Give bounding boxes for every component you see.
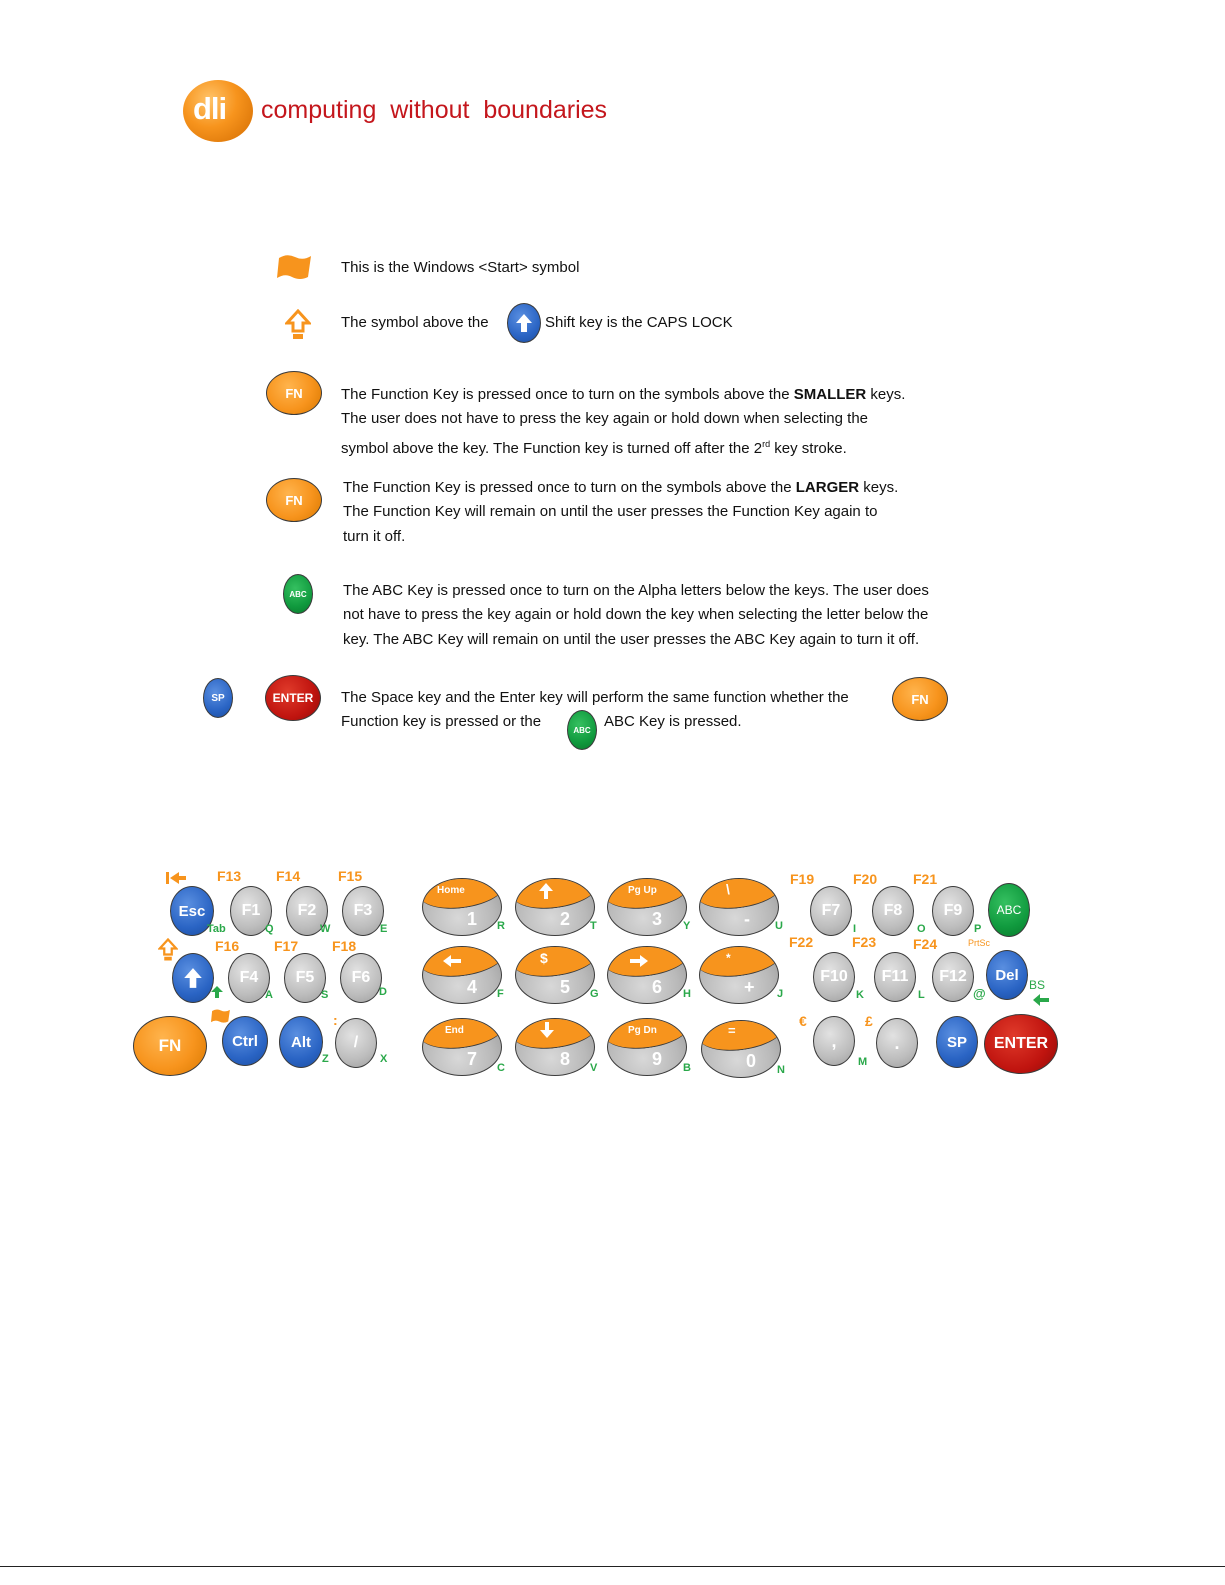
alpha-d: D bbox=[379, 986, 387, 998]
label-f16: F16 bbox=[215, 938, 240, 954]
shift-arrow-icon bbox=[183, 967, 203, 989]
key-2-up[interactable]: 2 bbox=[515, 878, 595, 936]
tagline: computing without boundaries bbox=[261, 96, 608, 124]
alpha-m: M bbox=[858, 1056, 868, 1068]
left-arrow-icon bbox=[443, 955, 461, 967]
abc-line-1: The ABC Key is pressed once to turn on the Alpha letters below the keys. The user does bbox=[343, 582, 929, 599]
windows-small-icon bbox=[211, 1008, 231, 1024]
ctrl-key[interactable]: Ctrl bbox=[222, 1016, 268, 1066]
alt-key[interactable]: Alt bbox=[279, 1016, 323, 1068]
f8-key[interactable]: F8 bbox=[872, 886, 914, 936]
label-f17: F17 bbox=[274, 938, 299, 954]
sp-line-2a: Function key is pressed or the bbox=[341, 713, 542, 730]
fn-larger-line-1: The Function Key is pressed once to turn on the symbols above the LARGER keys. bbox=[343, 479, 899, 496]
f3-key[interactable]: F3 bbox=[342, 886, 384, 936]
fn-key[interactable]: FN bbox=[133, 1016, 207, 1076]
label-pound: £ bbox=[865, 1013, 873, 1029]
f5-key[interactable]: F5 bbox=[284, 953, 326, 1003]
alpha-v: V bbox=[590, 1062, 598, 1074]
dli-logo-icon bbox=[183, 80, 253, 142]
label-f23: F23 bbox=[852, 934, 877, 950]
alpha-t: T bbox=[590, 920, 597, 932]
key-9-pgdn[interactable]: Pg Dn 9 bbox=[607, 1018, 687, 1076]
alpha-e: E bbox=[380, 923, 388, 935]
alpha-w: W bbox=[320, 923, 331, 935]
f10-key[interactable]: F10 bbox=[813, 952, 855, 1002]
key-plus-star[interactable]: * + bbox=[699, 946, 779, 1004]
fn-key-icon-3: FN bbox=[892, 677, 948, 721]
label-f18: F18 bbox=[332, 938, 357, 954]
enter-key[interactable]: ENTER bbox=[984, 1014, 1058, 1074]
alpha-g: G bbox=[590, 988, 599, 1000]
key-8-down[interactable]: 8 bbox=[515, 1018, 595, 1076]
alpha-k: K bbox=[856, 989, 864, 1001]
fn-smaller-line-2: The user does not have to press the key again or hold down when selecting the bbox=[341, 410, 868, 427]
alpha-tab: Tab bbox=[207, 923, 226, 935]
backspace-arrow-icon bbox=[1033, 994, 1049, 1006]
slash-key[interactable]: / bbox=[335, 1018, 377, 1068]
label-prtsc: PrtSc bbox=[968, 938, 991, 948]
fn-key-icon: FN bbox=[266, 371, 322, 415]
caps-lock-small-icon bbox=[158, 938, 178, 962]
comma-key[interactable]: , bbox=[813, 1016, 855, 1066]
windows-desc: This is the Windows <Start> symbol bbox=[341, 259, 580, 276]
alpha-a: A bbox=[265, 989, 273, 1001]
alpha-h: H bbox=[683, 988, 691, 1000]
company-logo bbox=[183, 80, 663, 142]
label-euro: € bbox=[799, 1013, 807, 1029]
label-colon: : bbox=[333, 1012, 338, 1028]
caps-lock-icon bbox=[285, 309, 311, 341]
del-key[interactable]: Del bbox=[986, 950, 1028, 1000]
abc-line-2: not have to press the key again or hold down the key when selecting the letter below the bbox=[343, 606, 929, 623]
fn-smaller-line-1: The Function Key is pressed once to turn on the symbols above the SMALLER keys. bbox=[341, 386, 906, 403]
alpha-y: Y bbox=[683, 920, 691, 932]
sp-key-icon: SP bbox=[203, 678, 233, 718]
label-f21: F21 bbox=[913, 871, 938, 887]
alpha-n: N bbox=[777, 1064, 785, 1076]
backtab-icon bbox=[165, 870, 187, 886]
alpha-x: X bbox=[380, 1053, 388, 1065]
fn-smaller-line-3: symbol above the key. The Function key is turned off after the 2rd key stroke. bbox=[341, 439, 847, 457]
label-bs: BS bbox=[1029, 978, 1046, 992]
alpha-b: B bbox=[683, 1062, 691, 1074]
key-6-right[interactable]: 6 bbox=[607, 946, 687, 1004]
key-3-pgup[interactable]: Pg Up 3 bbox=[607, 878, 687, 936]
down-arrow-icon bbox=[540, 1022, 554, 1038]
space-key[interactable]: SP bbox=[936, 1016, 978, 1068]
f2-key[interactable]: F2 bbox=[286, 886, 328, 936]
alpha-o: O bbox=[917, 923, 926, 935]
label-f15: F15 bbox=[338, 868, 363, 884]
shift-green-icon bbox=[211, 986, 223, 998]
label-f14: F14 bbox=[276, 868, 301, 884]
abc-key[interactable]: ABC bbox=[988, 883, 1030, 937]
key-0-equals[interactable]: = 0 bbox=[701, 1020, 781, 1078]
alpha-u: U bbox=[775, 920, 783, 932]
alpha-p: P bbox=[974, 923, 982, 935]
fn-key-icon-2: FN bbox=[266, 478, 322, 522]
fn-larger-line-3: turn it off. bbox=[343, 528, 406, 545]
alpha-q: Q bbox=[265, 923, 274, 935]
abc-key-icon: ABC bbox=[283, 574, 313, 614]
logo-text: dli bbox=[193, 91, 227, 126]
f11-key[interactable]: F11 bbox=[874, 952, 916, 1002]
caps-desc-post: Shift key is the CAPS LOCK bbox=[545, 314, 733, 331]
right-arrow-icon bbox=[630, 955, 648, 967]
alpha-c: C bbox=[497, 1062, 505, 1074]
key-4-left[interactable]: 4 bbox=[422, 946, 502, 1004]
alpha-z: Z bbox=[322, 1053, 329, 1065]
abc-line-3: key. The ABC Key will remain on until the user presses the ABC Key again to turn it off. bbox=[343, 631, 920, 648]
alpha-at: @ bbox=[973, 986, 986, 1001]
label-f19: F19 bbox=[790, 871, 815, 887]
shift-key[interactable] bbox=[172, 953, 214, 1003]
sp-line-1: The Space key and the Enter key will perform the same function whether the bbox=[341, 689, 849, 706]
fn-larger-line-2: The Function Key will remain on until the user presses the Function Key again to bbox=[343, 503, 878, 520]
f12-key[interactable]: F12 bbox=[932, 952, 974, 1002]
page-bottom-rule bbox=[0, 1566, 1225, 1567]
f7-key[interactable]: F7 bbox=[810, 886, 852, 936]
label-f24: F24 bbox=[913, 936, 938, 952]
alpha-s: S bbox=[321, 989, 329, 1001]
f4-key[interactable]: F4 bbox=[228, 953, 270, 1003]
label-f13: F13 bbox=[217, 868, 242, 884]
label-f20: F20 bbox=[853, 871, 878, 887]
key-7-end[interactable]: End 7 bbox=[422, 1018, 502, 1076]
sp-line-2b: ABC Key is pressed. bbox=[604, 713, 742, 730]
period-key[interactable]: . bbox=[876, 1018, 918, 1068]
alpha-j: J bbox=[777, 988, 784, 1000]
alpha-l: L bbox=[918, 989, 925, 1001]
alpha-i: I bbox=[853, 923, 857, 935]
f1-key[interactable]: F1 bbox=[230, 886, 272, 936]
enter-key-icon: ENTER bbox=[265, 675, 321, 721]
up-arrow-icon bbox=[539, 883, 553, 899]
abc-key-icon-2: ABC bbox=[567, 710, 597, 750]
esc-key[interactable]: Esc bbox=[170, 886, 214, 936]
alpha-f: F bbox=[497, 988, 504, 1000]
key-5-dollar[interactable]: $ 5 bbox=[515, 946, 595, 1004]
key-1-home[interactable]: Home 1 bbox=[422, 878, 502, 936]
key-minus-backslash[interactable]: \ - bbox=[699, 878, 779, 936]
label-f22: F22 bbox=[789, 934, 814, 950]
caps-desc-pre: The symbol above the bbox=[341, 314, 489, 331]
alpha-r: R bbox=[497, 920, 505, 932]
f6-key[interactable]: F6 bbox=[340, 953, 382, 1003]
f9-key[interactable]: F9 bbox=[932, 886, 974, 936]
shift-key-icon bbox=[507, 303, 541, 343]
windows-flag-icon bbox=[277, 253, 313, 281]
